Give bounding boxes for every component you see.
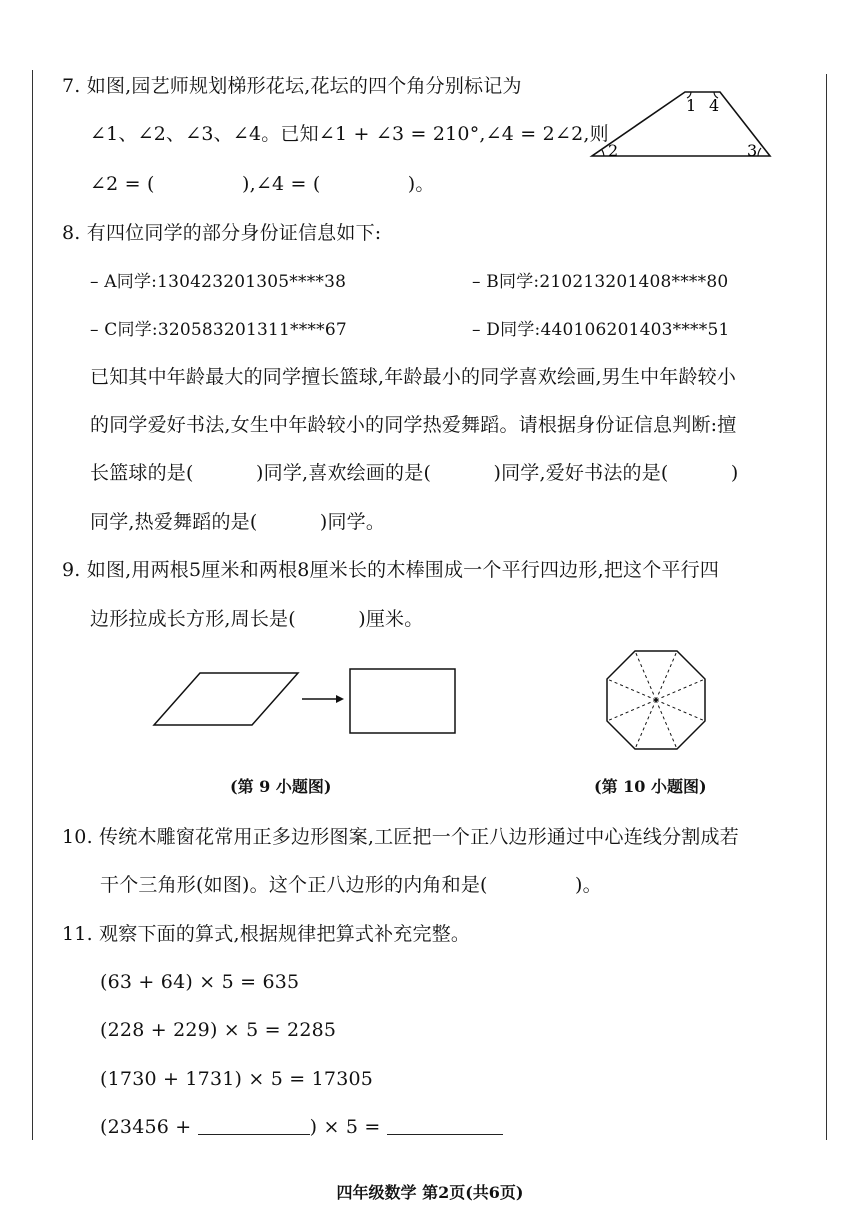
- page-footer: 四年级数学 第2页(共6页): [336, 1183, 524, 1202]
- right-margin-rule: [826, 74, 827, 1140]
- q11-equation-4-prefix: (23456 +: [100, 1116, 198, 1138]
- q11-line-1: 11. 观察下面的算式,根据规律把算式补充完整。: [62, 923, 471, 945]
- q8-student-d: – D同学:440106201403****51: [472, 320, 730, 340]
- angle-1-label: 1: [686, 96, 697, 115]
- trapezoid-figure: [590, 90, 780, 162]
- q7-line-3: ∠2 = ( ),∠4 = ( )。: [90, 173, 435, 195]
- q11-equation-4: [100, 1115, 503, 1139]
- q8-student-a: – A同学:130423201305****38: [90, 272, 347, 292]
- q11-equation-1: (63 + 64) × 5 = 635: [100, 971, 300, 993]
- parallelogram-to-rectangle-figure: [150, 665, 460, 737]
- q10-line-1: 10. 传统木雕窗花常用正多边形图案,工匠把一个正八边形通过中心连线分割成若: [62, 826, 739, 848]
- q9-line-2: 边形拉成长方形,周长是( )厘米。: [90, 608, 424, 630]
- q7-line-2: ∠1、∠2、∠3、∠4。已知∠1 + ∠3 = 210°,∠4 = 2∠2,则: [90, 123, 609, 145]
- octagon-figure: [604, 648, 708, 752]
- q10-figure-caption: (第 10 小题图): [594, 777, 707, 796]
- q8-paragraph-1: 已知其中年龄最大的同学擅长篮球,年龄最小的同学喜欢绘画,男生中年龄较小: [90, 366, 737, 388]
- q8-student-c: – C同学:320583201311****67: [90, 320, 347, 340]
- q8-student-b: – B同学:210213201408****80: [472, 272, 729, 292]
- q8-line-1: 8. 有四位同学的部分身份证信息如下:: [62, 222, 382, 244]
- q8-paragraph-3: 长篮球的是( )同学,喜欢绘画的是( )同学,爱好书法的是( ): [90, 462, 739, 484]
- q9-figure-caption: (第 9 小题图): [230, 777, 332, 796]
- angle-4-label: 4: [709, 96, 720, 115]
- q11-equation-4-middle: ) × 5 =: [309, 1116, 387, 1138]
- q11-equation-2: (228 + 229) × 5 = 2285: [100, 1019, 337, 1041]
- q11-result-blank[interactable]: [387, 1116, 503, 1135]
- q9-line-1: 9. 如图,用两根5厘米和两根8厘米长的木棒围成一个平行四边形,把这个平行四: [62, 559, 720, 581]
- q8-paragraph-2: 的同学爱好书法,女生中年龄较小的同学热爱舞蹈。请根据身份证信息判断:擅: [90, 414, 737, 436]
- angle-3-label: 3: [747, 141, 758, 160]
- q11-equation-3: (1730 + 1731) × 5 = 17305: [100, 1068, 374, 1090]
- left-margin-rule: [32, 70, 33, 1140]
- q8-paragraph-4: 同学,热爱舞蹈的是( )同学。: [90, 511, 386, 533]
- angle-2-label: 2: [608, 141, 619, 160]
- q10-line-2: 干个三角形(如图)。这个正八边形的内角和是( )。: [100, 874, 602, 896]
- q7-line-1: 7. 如图,园艺师规划梯形花坛,花坛的四个角分别标记为: [62, 75, 522, 97]
- q11-addend-blank[interactable]: [198, 1116, 310, 1135]
